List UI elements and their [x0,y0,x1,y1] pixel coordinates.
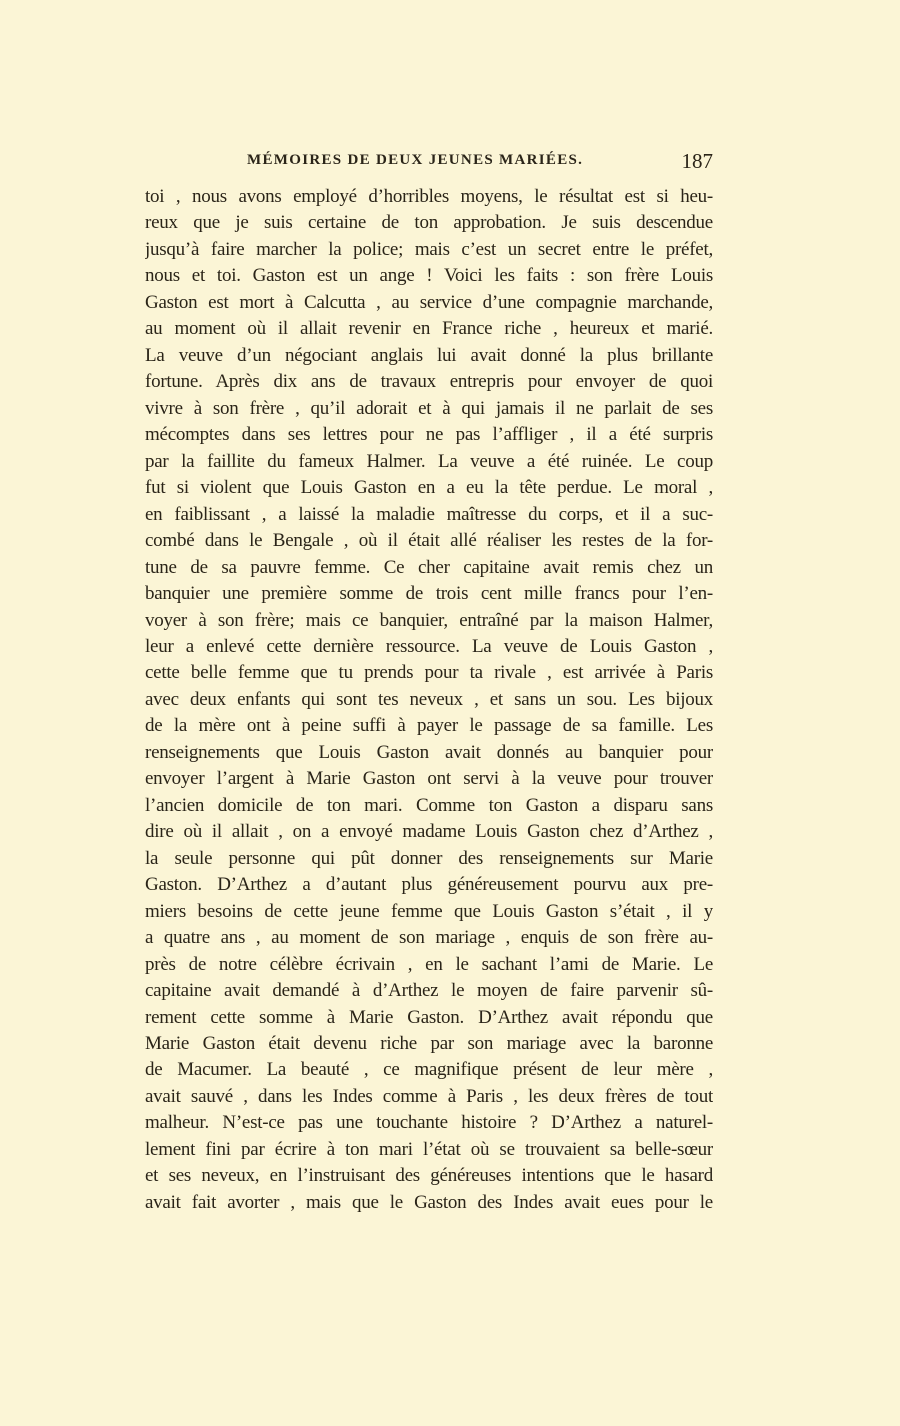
text-line: nous et toi. Gaston est un ange ! Voici les faits : son frère Louis [145,265,713,287]
text-line: l’ancien domicile de ton mari. Comme ton Gaston a disparu sans [145,794,713,816]
text-line: rement cette somme à Marie Gaston. D’Arthez avait répondu que [145,1006,713,1028]
text-line: leur a enlevé cette dernière ressource. La veuve de Louis Gaston , [145,635,713,657]
text-line: Gaston est mort à Calcutta , au service d’une compagnie marchande, [145,291,713,313]
text-line: de la mère ont à peine suffi à payer le passage de sa famille. Les [145,715,713,737]
text-line: Marie Gaston était devenu riche par son mariage avec la baronne [145,1033,713,1054]
text-line: fut si violent que Louis Gaston en a eu la tête perdue. Le moral , [145,477,713,499]
text-line: lement fini par écrire à ton mari l’état où se trouvaient sa belle-sœur [145,1138,713,1160]
text-line: renseignements que Louis Gaston avait donnés au banquier pour [145,741,713,763]
text-line: Gaston. D’Arthez a d’autant plus généreusement pourvu aux pre- [145,874,713,896]
body-text [145,184,713,1216]
text-line: par la faillite du fameux Halmer. La veuve a été ruinée. Le coup [145,450,713,472]
text-line: en faiblissant , a laissé la maladie maîtresse du corps, et il a suc- [145,503,713,525]
text-line: jusqu’à faire marcher la police; mais c’est un secret entre le préfet, [145,238,713,260]
text-line: a quatre ans , au moment de son mariage , enquis de son frère au- [145,927,713,949]
running-title: MÉMOIRES DE DEUX JEUNES MARIÉES. [247,152,584,168]
text-line: miers besoins de cette jeune femme que Louis Gaston s’était , il y [145,900,713,922]
text-line: dire où il allait , on a envoyé madame Louis Gaston chez d’Arthez , [145,821,713,843]
text-line: reux que je suis certaine de ton approbation. Je suis descendue [145,212,713,234]
text-line: mécomptes dans ses lettres pour ne pas l’affliger , il a été surpris [145,424,713,446]
text-line: banquier une première somme de trois cent mille francs pour l’en- [145,583,713,605]
text-line: près de notre célèbre écrivain , en le sachant l’ami de Marie. Le [145,953,713,975]
text-line: envoyer l’argent à Marie Gaston ont servi à la veuve pour trouver [145,768,713,790]
text-line: La veuve d’un négociant anglais lui avait donné la plus brillante [145,344,713,366]
text-line: de Macumer. La beauté , ce magnifique présent de leur mère , [145,1059,713,1081]
text-line: au moment où il allait revenir en France riche , heureux et marié. [145,318,713,340]
text-line: fortune. Après dix ans de travaux entrepris pour envoyer de quoi [145,371,713,393]
running-header [145,150,713,176]
page-number: 187 [681,149,713,173]
text-line: voyer à son frère; mais ce banquier, entraîné par la maison Halmer, [145,609,713,631]
text-line: tune de sa pauvre femme. Ce cher capitaine avait remis chez un [145,556,713,578]
text-line: avait sauvé , dans les Indes comme à Paris , les deux frères de tout [145,1085,713,1107]
text-line: capitaine avait demandé à d’Arthez le moyen de faire parvenir sû- [145,980,713,1002]
text-line: cette belle femme que tu prends pour ta rivale , est arrivée à Paris [145,662,713,684]
text-line: avait fait avorter , mais que le Gaston des Indes avait eues pour le [145,1191,713,1213]
text-line: toi , nous avons employé d’horribles moyens, le résultat est si heu- [145,186,713,207]
text-line: combé dans le Bengale , où il était allé réaliser les restes de la for- [145,530,713,552]
text-line: vivre à son frère , qu’il adorait et à qui jamais il ne parlait de ses [145,397,713,419]
text-line: avec deux enfants qui sont tes neveux , et sans un sou. Les bijoux [145,688,713,710]
text-line: la seule personne qui pût donner des renseignements sur Marie [145,847,713,869]
text-line: malheur. N’est-ce pas une touchante histoire ? D’Arthez a naturel- [145,1112,713,1134]
text-line: et ses neveux, en l’instruisant des généreuses intentions que le hasard [145,1165,713,1187]
